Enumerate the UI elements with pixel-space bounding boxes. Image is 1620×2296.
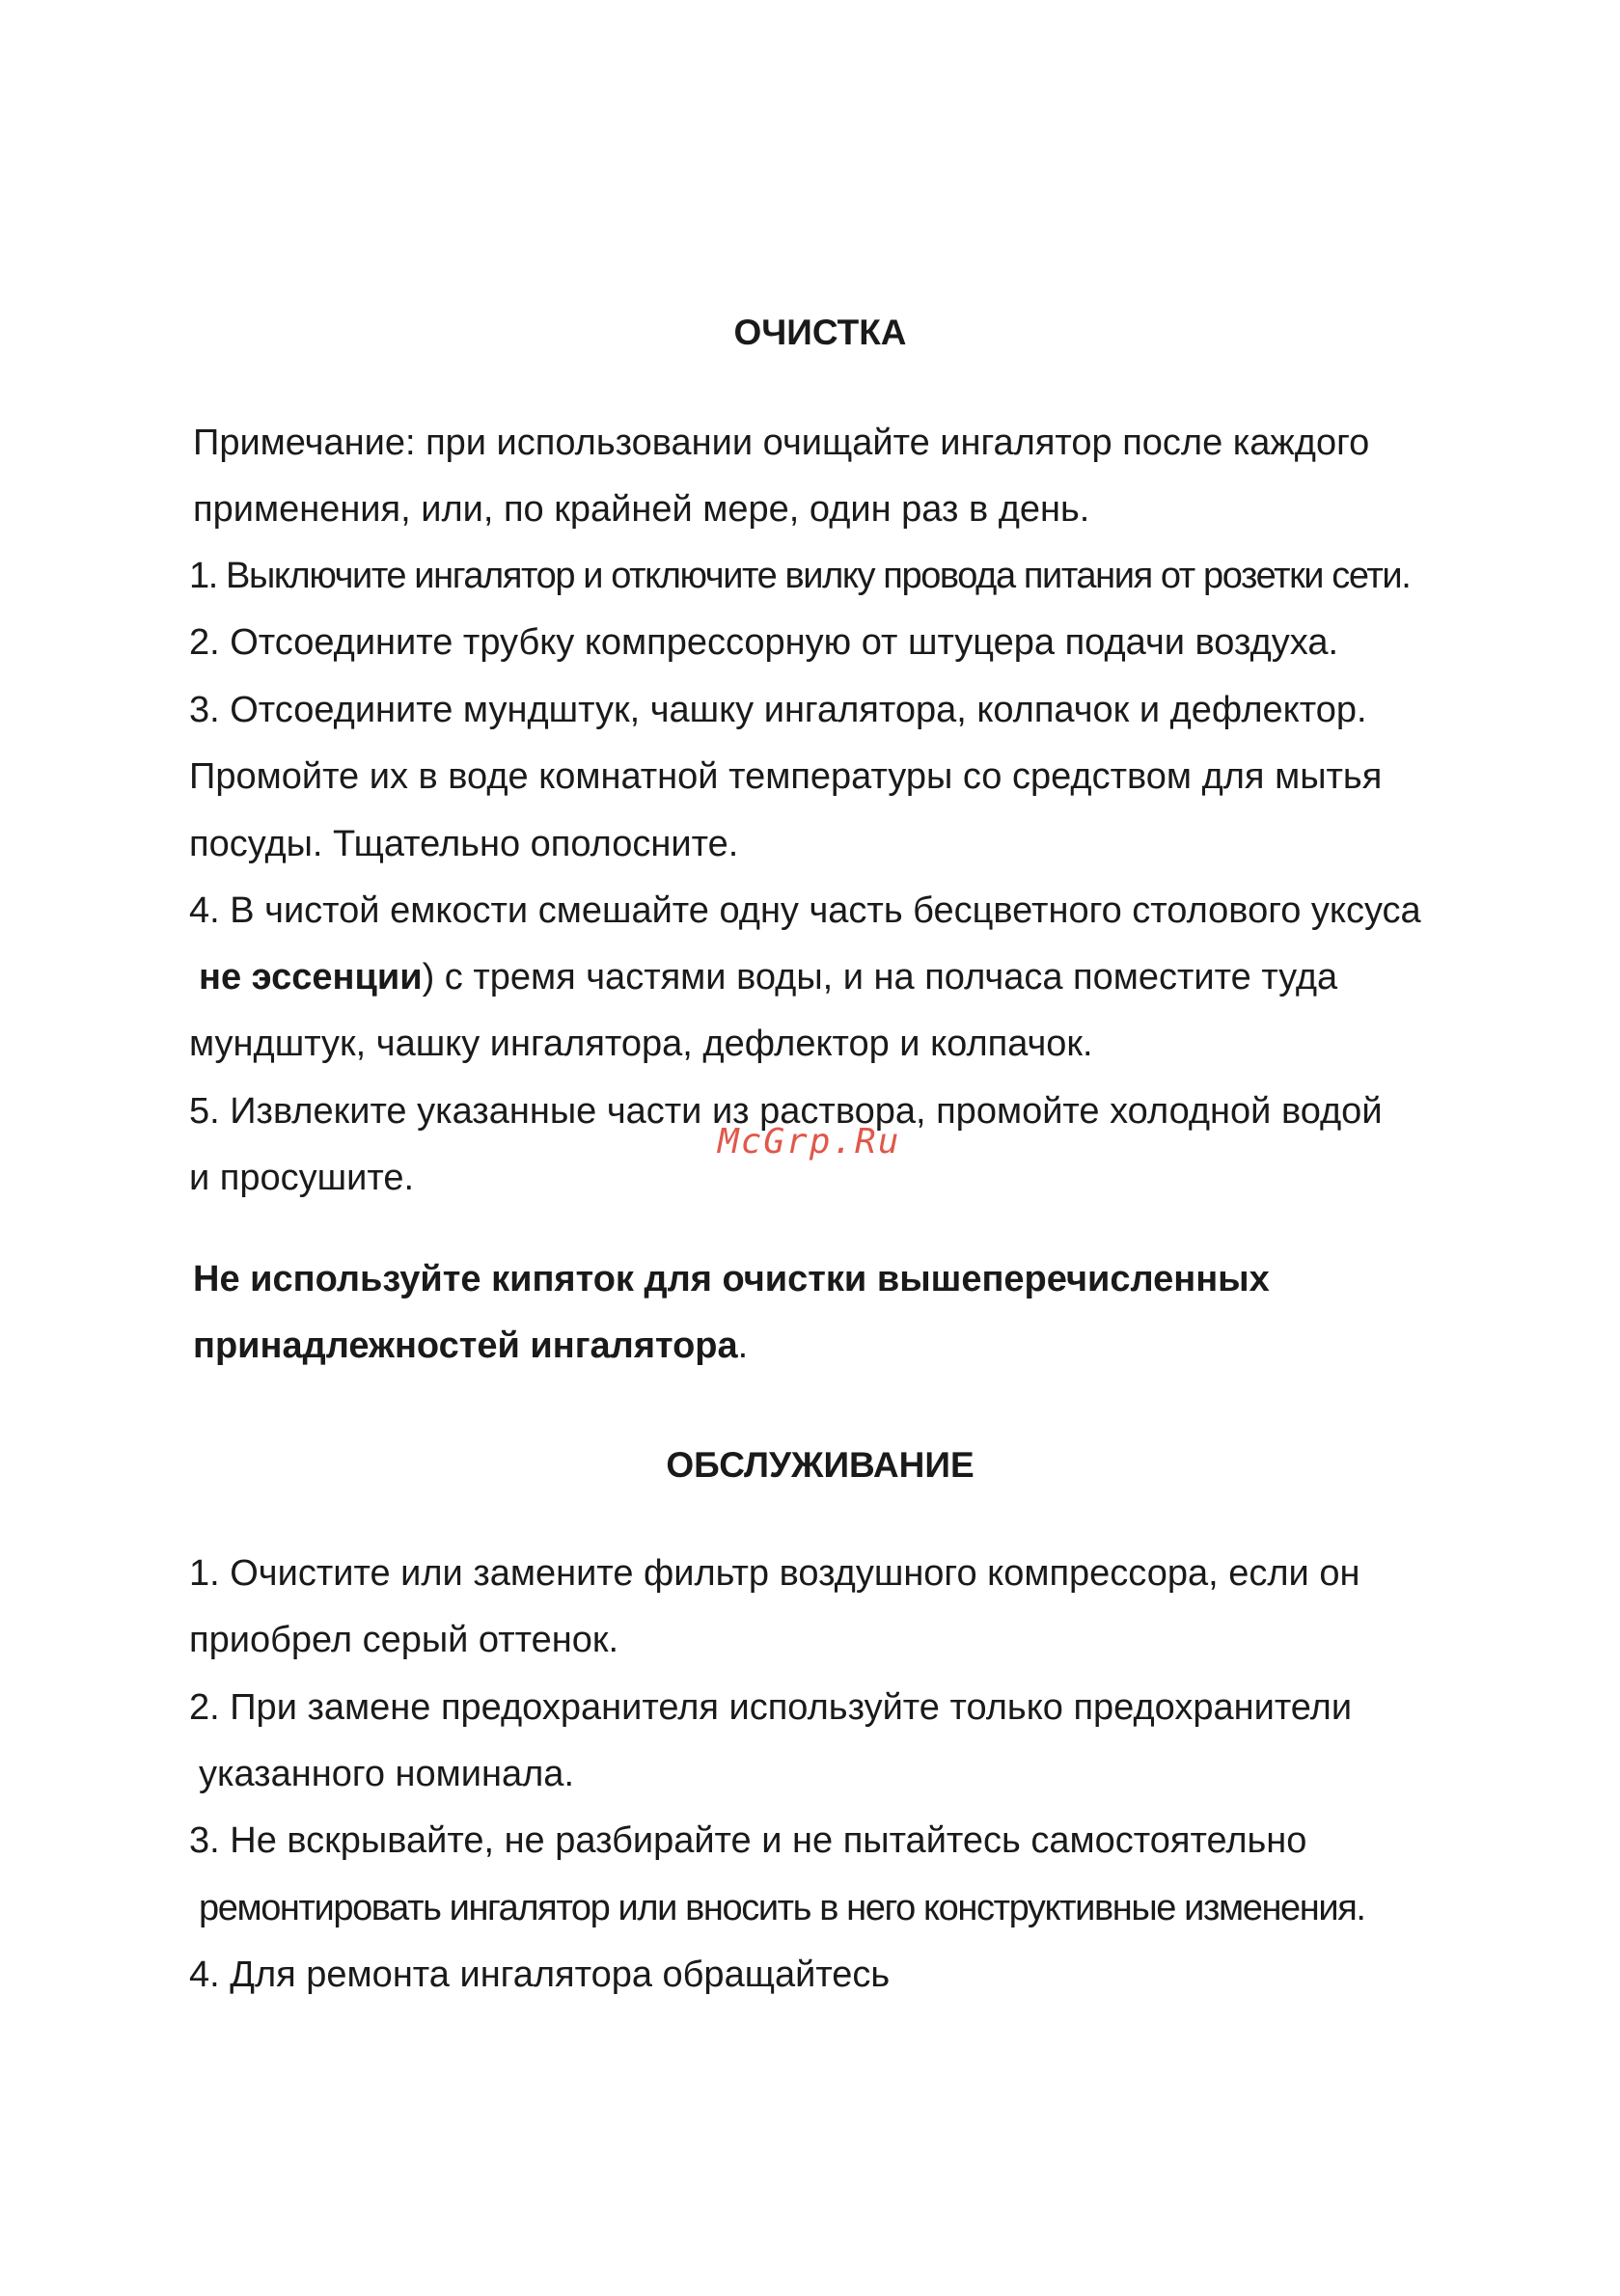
maintenance-step-4-line1: 4. Для ремонта ингалятора обращайтесь <box>189 1954 891 1995</box>
cleaning-step-2: 2. Отсоедините трубку компрессорную от штуцера подачи воздуха. <box>189 622 1339 663</box>
maintenance-step-2-line2: указанного номинала. <box>199 1754 574 1794</box>
cleaning-step-1: 1. Выключите ингалятор и отключите вилку провода питания от розетки сети. <box>189 556 1411 596</box>
cleaning-step-4-line2 <box>199 956 1337 998</box>
step-4-line2-rest: ) с тремя частями воды, и на полчаса поместите туда <box>422 957 1338 998</box>
maintenance-step-1-line1: 1. Очистите или замените фильтр воздушного компрессора, если он <box>189 1553 1360 1594</box>
warning-period: . <box>737 1326 749 1366</box>
cleaning-step-4-line1: 4. В чистой емкости смешайте одну часть бесцветного столового уксуса <box>189 890 1421 931</box>
cleaning-step-3-line2: Промойте их в воде комнатной температуры со средством для мытья <box>189 756 1383 797</box>
cleaning-step-4-line3: мундштук, чашку ингалятора, дефлектор и колпачок. <box>189 1024 1093 1064</box>
cleaning-title: ОЧИСТКА <box>733 313 907 352</box>
cleaning-step-3-line1: 3. Отсоедините мундштук, чашку ингалятора, колпачок и дефлектор. <box>189 690 1367 730</box>
maintenance-step-1-line2: приобрел серый оттенок. <box>189 1620 619 1660</box>
maintenance-step-2-line1: 2. При замене предохранителя используйте только предохранители <box>189 1687 1353 1728</box>
cleaning-warning-line2 <box>193 1325 748 1367</box>
watermark-text: McGrp.Ru <box>718 1122 901 1162</box>
cleaning-step-5-line2: и просушите. <box>189 1158 415 1198</box>
maintenance-step-3-line2: ремонтировать ингалятор или вносить в него конструктивные изменения. <box>199 1888 1365 1928</box>
cleaning-step-5-line1: 5. Извлеките указанные части из раствора, промойте холодной водой <box>189 1091 1383 1132</box>
warning-emphasis: принадлежностей ингалятора <box>193 1326 738 1366</box>
cleaning-step-3-line3: посуды. Тщательно ополосните. <box>189 824 739 864</box>
maintenance-title: ОБСЛУЖИВАНИЕ <box>666 1445 975 1485</box>
cleaning-warning-line1: Не используйте кипяток для очистки вышеперечисленных <box>193 1259 1270 1299</box>
step-4-emphasis: не эссенции <box>199 957 423 998</box>
cleaning-note-line2: применения, или, по крайней мере, один раз в день. <box>193 489 1090 530</box>
maintenance-step-3-line1: 3. Не вскрывайте, не разбирайте и не пытайтесь самостоятельно <box>189 1820 1307 1861</box>
cleaning-note-line1: Примечание: при использовании очищайте ингалятор после каждого <box>193 423 1370 463</box>
